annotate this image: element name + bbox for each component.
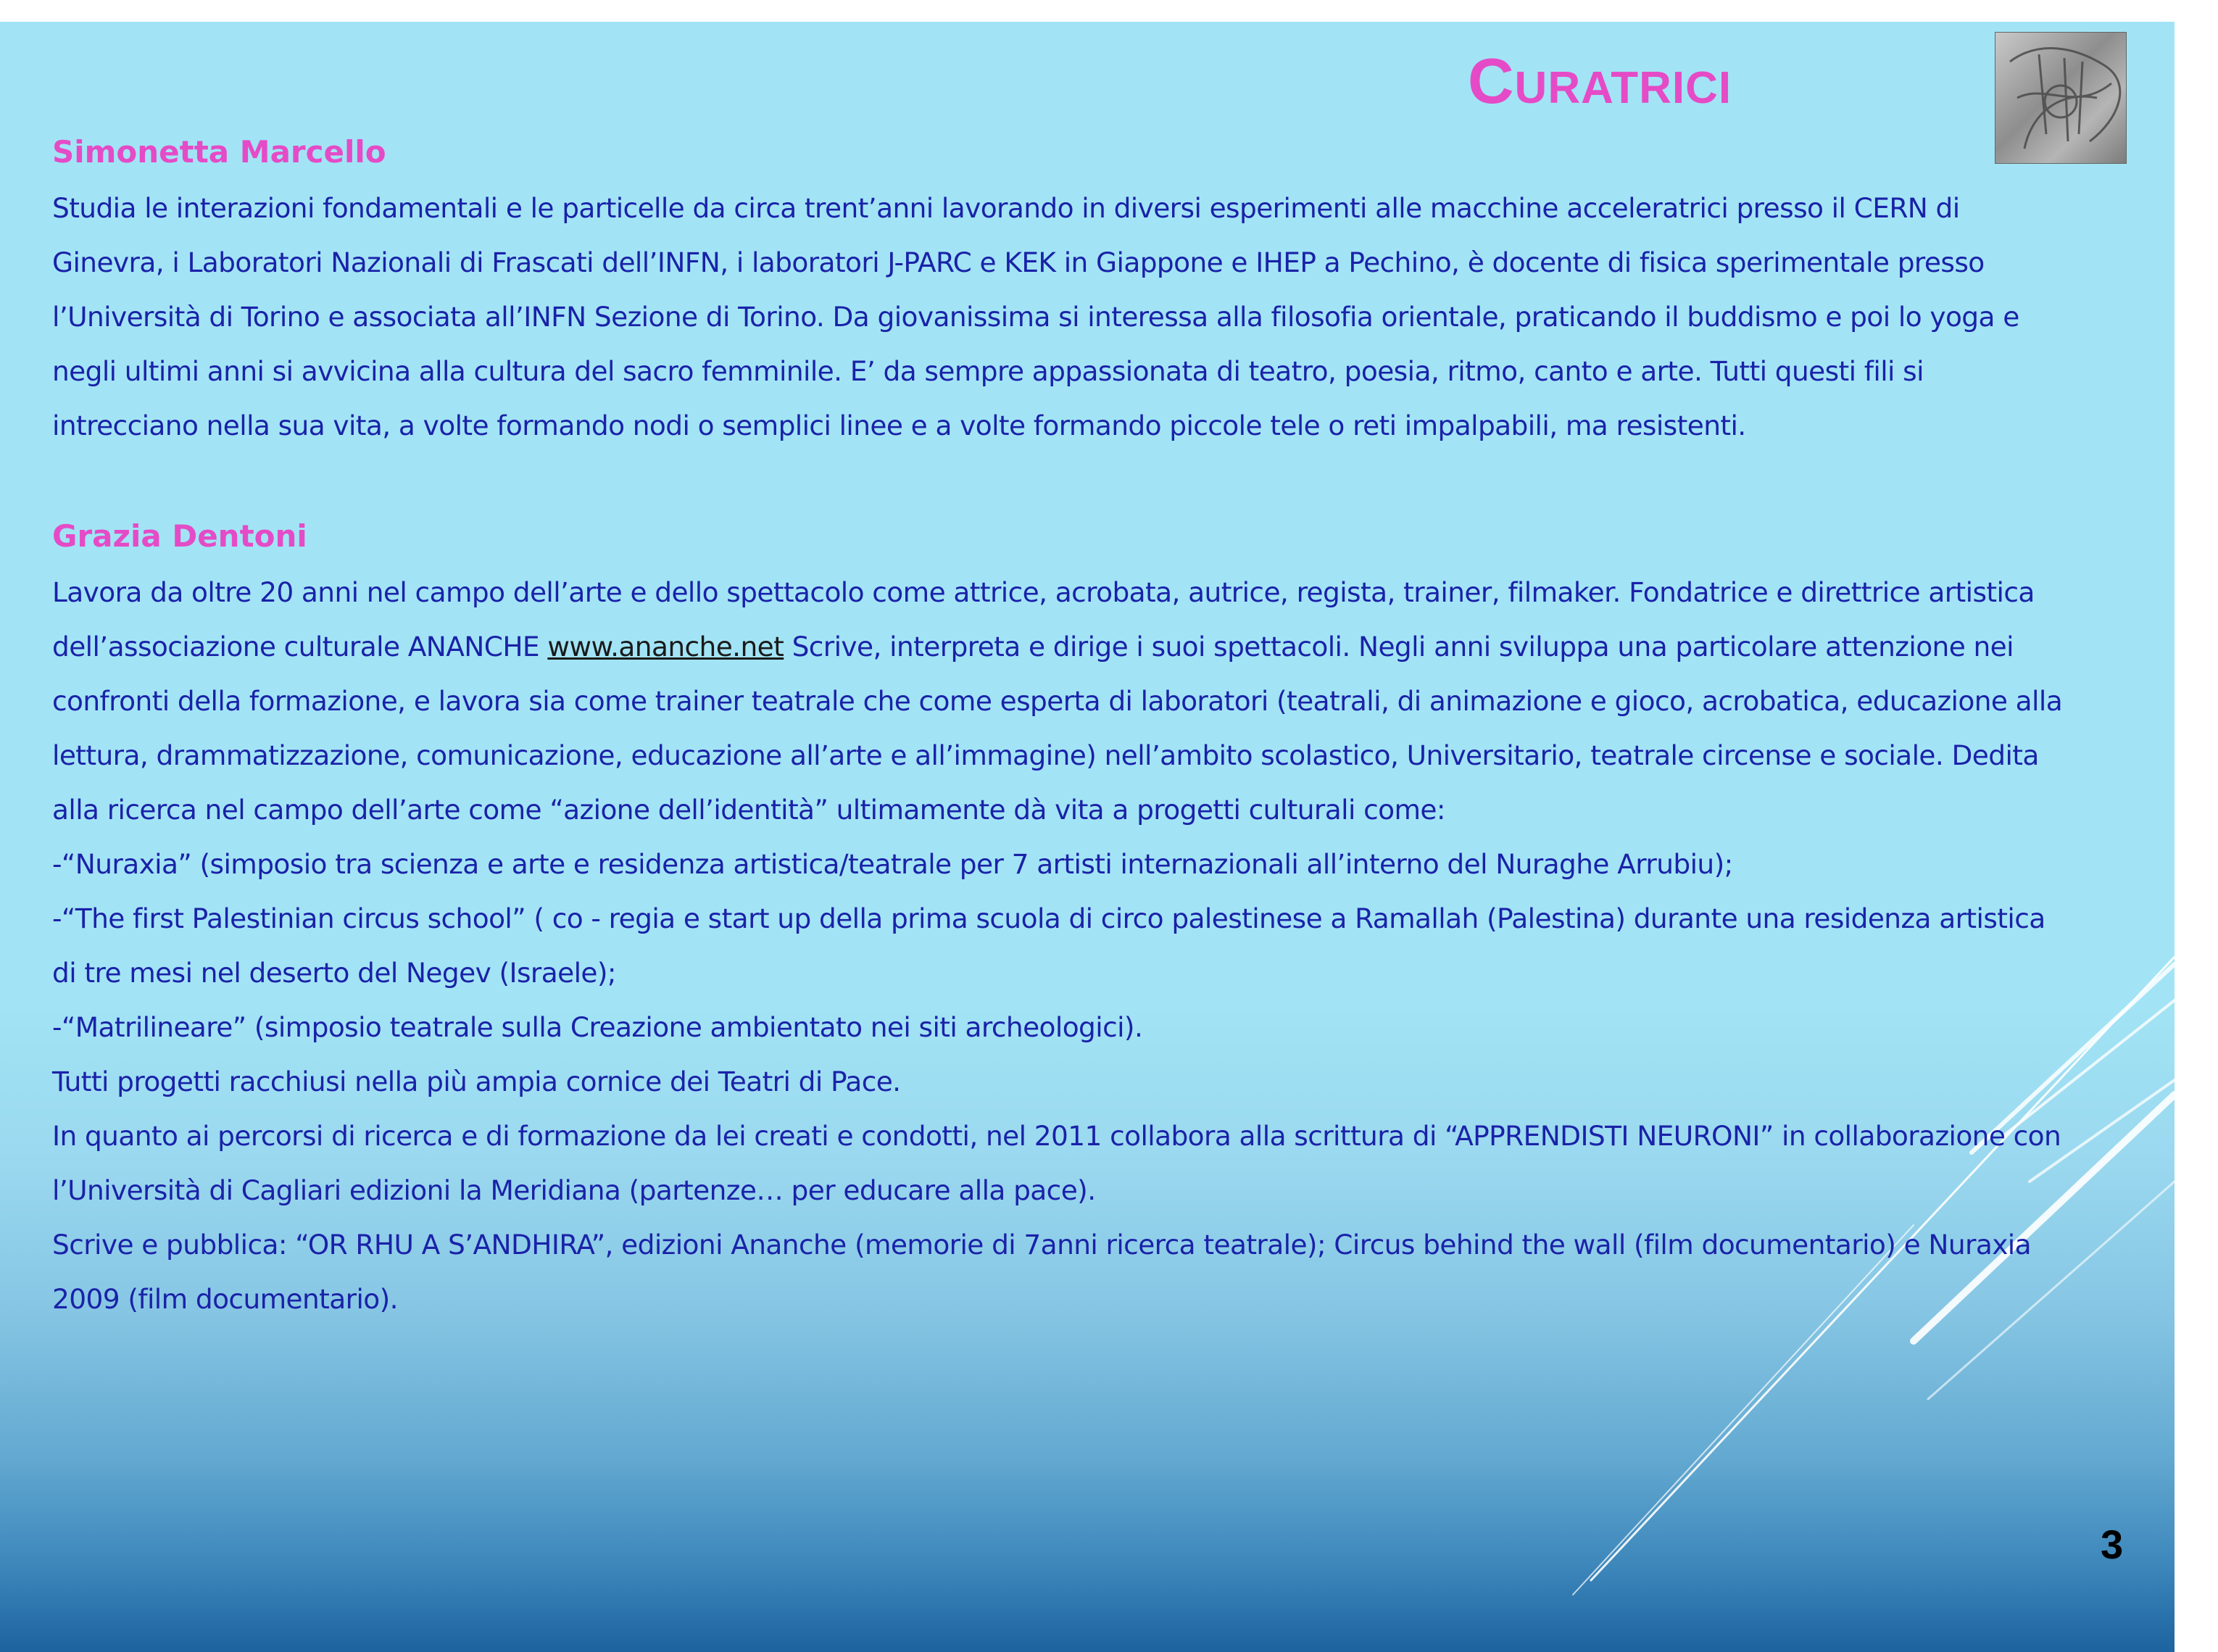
project-line: -“Matrilineare” (simposio teatrale sulla Creazione ambientato nei siti archeologici). [52,1011,1143,1043]
ananche-website-link[interactable]: www.ananche.net [547,631,784,663]
curator-name-grazia: Grazia Dentoni [52,518,307,554]
bio-line: In quanto ai percorsi di ricerca e di formazione da lei creati e condotti, nel 2011 collabora alla scrittura di “APPRENDISTI NEURONI” in collaborazione con l’Università di Cagliari edizioni la Meridiana (partenze… per educare alla pace). [52,1120,2061,1206]
slide [0,22,2175,1652]
page-number: 3 [2101,1522,2124,1567]
bio-intro-continued: Scrive, interpreta e dirige i suoi spettacoli. Negli anni sviluppa una particolare attenzione nei confronti della formazione, e lavora sia come trainer teatrale che come esperta di laboratori (teatrali, di animazione e gioco, acrobatica, educazione alla lettura, drammatizzazione, comunicazione, educazione all’arte e all’immagine) nell’ambito scolastico, Universitario, teatrale circense e sociale. Dedita alla ricerca nel campo dell’arte come “azione dell’identità” ultimamente dà vita a progetti culturali come: [52,631,2063,826]
slide-content [52,123,2074,1327]
curator-bio-grazia-intro [52,565,2074,837]
curator-name-simonetta: Simonetta Marcello [52,134,386,170]
project-line: -“The first Palestinian circus school” ( co - regia e start up della prima scuola di circo palestinese a Ramallah (Palestina) durante una residenza artistica di tre mesi nel deserto del Negev (Israele); [52,902,2045,989]
bio-line: Scrive e pubblica: “OR RHU A S’ANDHIRA”, edizioni Ananche (memorie di 7anni ricerca teatrale); Circus behind the wall (film documentario) e Nuraxia 2009 (film documentario). [52,1229,2031,1315]
bio-line: Tutti progetti racchiusi nella più ampia cornice dei Teatri di Pace. [52,1066,901,1097]
curator-bio-simonetta: Studia le interazioni fondamentali e le particelle da circa trent’anni lavorando in diversi esperimenti alle macchine acceleratrici presso il CERN di Ginevra, i Laboratori Nazionali di Frascati dell’INFN, i laboratori J-PARC e KEK in Giappone e IHEP a Pechino, è docente di fisica sperimentale presso l’Università di Torino e associata all’INFN Sezione di Torino. Da giovanissima si interessa alla filosofia orientale, praticando il buddismo e poi lo yoga e negli ultimi anni si avvicina alla cultura del sacro femminile. E’ da sempre appassionata di teatro, poesia, ritmo, canto e arte. Tutti questi fili si intrecciano nella sua vita, a volte formando nodi o semplici linee e a volte formando piccole tele o reti impalpabili, ma resistenti. [52,192,2019,441]
bio-intro-text: Lavora da oltre 20 anni nel campo dell’arte e dello spettacolo come attrice, acrobata, autrice, regista, trainer, filmaker. Fondatrice e direttrice artistica dell’associazione culturale ANANCHE [52,576,2035,663]
slide-title: Curatrici [1468,45,1732,117]
project-line: -“Nuraxia” (simposio tra scienza e arte e residenza artistica/teatrale per 7 artisti internazionali all’interno del Nuraghe Arrubiu); [52,848,1733,880]
